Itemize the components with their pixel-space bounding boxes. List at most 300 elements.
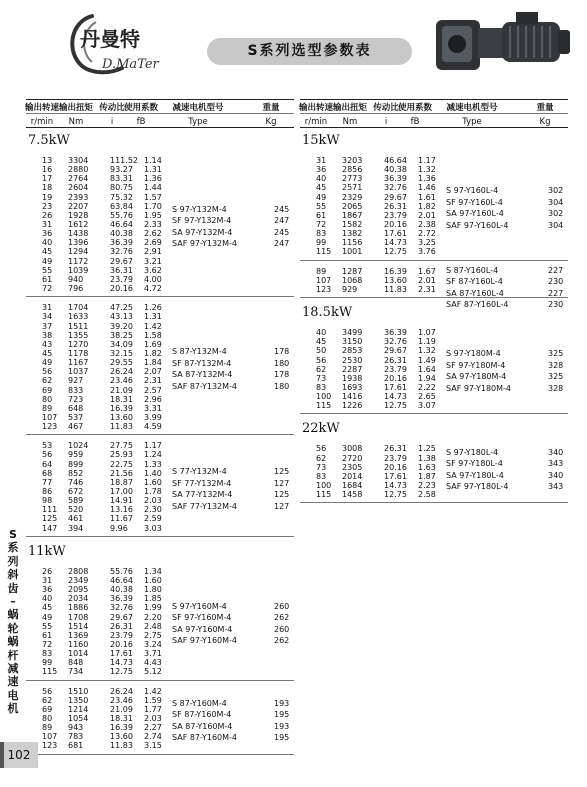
motor-type-row [26, 621, 294, 636]
ratio-cell: 20.16 [384, 462, 407, 472]
torque-cell: 1514 [68, 621, 89, 631]
service-factor-cell: 1.26 [144, 303, 162, 313]
service-factor-cell: 3.15 [144, 741, 162, 751]
service-factor-cell: 2.91 [144, 247, 162, 257]
torque-cell: 1156 [342, 238, 363, 248]
torque-cell: 1350 [68, 695, 89, 705]
header-label: 输出转速 [298, 103, 333, 113]
weight-cell: 328 [548, 383, 564, 393]
service-factor-cell: 1.17 [418, 156, 436, 165]
service-factor-cell: 4.43 [144, 658, 162, 668]
service-factor-cell: 1.49 [418, 355, 436, 365]
service-factor-cell: 3.76 [418, 247, 436, 257]
motor-type: SA 87-Y160L-4 [446, 288, 504, 298]
table-row [26, 303, 294, 312]
service-factor-cell: 1.77 [144, 704, 162, 714]
table-row [300, 247, 568, 256]
speed-cell: 43 [42, 339, 53, 349]
ratio-cell: 39.20 [110, 321, 133, 331]
motor-type-list [26, 346, 294, 392]
ratio-cell: 14.91 [110, 496, 133, 506]
torque-cell: 2287 [342, 364, 363, 374]
motor-type: S 97-Y180M-4 [446, 349, 501, 359]
ratio-cell: 111.52 [110, 156, 138, 165]
ratio-cell: 83.31 [110, 174, 133, 184]
service-factor-cell: 1.24 [144, 450, 162, 460]
table-row [26, 193, 294, 202]
speed-cell: 40 [42, 594, 53, 604]
ratio-cell: 23.79 [110, 630, 133, 640]
ratio-cell: 16.39 [110, 723, 133, 733]
torque-cell: 1172 [68, 256, 89, 266]
motor-type-row [26, 346, 294, 358]
ratio-cell: 23.79 [384, 453, 407, 463]
table-row [26, 395, 294, 404]
header-unit: Type [188, 117, 208, 127]
service-factor-cell: 2.75 [144, 630, 162, 640]
service-factor-cell: 3.99 [144, 412, 162, 422]
torque-cell: 1355 [68, 330, 89, 340]
ratio-cell: 21.09 [110, 704, 133, 714]
speed-cell: 89 [42, 403, 53, 413]
table-row [300, 174, 568, 183]
torque-cell: 2764 [68, 174, 89, 184]
divider [300, 260, 568, 261]
torque-cell: 3203 [342, 156, 363, 165]
speed-cell: 56 [316, 444, 327, 454]
service-factor-cell: 3.31 [144, 403, 162, 413]
motor-type: SA 97-Y160M-4 [172, 624, 233, 634]
torque-cell: 3304 [68, 156, 89, 165]
torque-cell: 899 [68, 459, 84, 469]
motor-type: SAF 97-Y180M-4 [446, 383, 511, 393]
torque-cell: 929 [342, 284, 358, 294]
torque-cell: 1024 [68, 441, 89, 451]
torque-cell: 1438 [68, 229, 89, 239]
weight-cell: 328 [548, 360, 564, 370]
speed-cell: 83 [316, 471, 327, 481]
service-factor-cell: 1.99 [144, 603, 162, 613]
torque-cell: 2856 [342, 165, 363, 175]
ratio-cell: 29.67 [384, 346, 407, 356]
motor-type-row [26, 238, 294, 250]
service-factor-cell: 1.33 [144, 459, 162, 469]
motor-type-row [300, 197, 568, 209]
ratio-cell: 17.61 [384, 382, 407, 392]
motor-type-row [300, 208, 568, 220]
weight-cell: 340 [548, 447, 564, 457]
torque-cell: 1693 [342, 382, 363, 392]
table-row [26, 450, 294, 459]
table-row [300, 401, 568, 410]
ratio-cell: 29.67 [110, 612, 133, 622]
header-unit: Kg [265, 117, 277, 127]
service-factor-cell: 1.17 [144, 441, 162, 451]
torque-cell: 1684 [342, 481, 363, 490]
speed-cell: 62 [316, 453, 327, 463]
service-factor-cell: 2.23 [418, 481, 436, 490]
table-row [26, 514, 294, 523]
weight-cell: 127 [274, 478, 290, 488]
speed-cell: 68 [42, 468, 53, 478]
motor-type-row [300, 470, 568, 482]
ratio-cell: 12.75 [384, 401, 407, 411]
speed-cell: 61 [42, 274, 53, 284]
speed-cell: 111 [42, 505, 58, 515]
weight-cell: 193 [274, 721, 290, 731]
weight-cell: 125 [274, 467, 290, 477]
motor-type: SAF 87-Y160L-4 [446, 300, 509, 310]
service-factor-cell: 2.30 [144, 505, 162, 515]
motor-type: SF 77-Y132M-4 [172, 478, 232, 488]
speed-cell: 50 [316, 346, 327, 356]
header-unit: i [384, 117, 388, 127]
header-unit: i [110, 117, 114, 127]
motor-type: SAF 97-Y160M-4 [172, 636, 237, 646]
motor-type-row [300, 447, 568, 459]
weight-cell: 230 [548, 300, 564, 310]
service-factor-cell: 2.01 [418, 275, 436, 285]
divider [26, 127, 294, 128]
weight-cell: 227 [548, 288, 564, 298]
header-label: 输出扭矩 [58, 103, 93, 113]
torque-cell: 2305 [342, 462, 363, 472]
speed-cell: 45 [42, 603, 53, 613]
speed-cell: 56 [316, 355, 327, 365]
motor-type-row [26, 381, 294, 393]
motor-type: S 87-Y160M-4 [172, 698, 227, 708]
torque-cell: 746 [68, 477, 84, 487]
ratio-cell: 40.38 [110, 229, 133, 239]
service-factor-cell: 1.64 [418, 364, 436, 374]
motor-type-list [300, 348, 568, 394]
sidebar-char: 减 [7, 662, 19, 676]
service-factor-cell: 4.59 [144, 422, 162, 432]
motor-type: SF 97-Y160L-4 [446, 197, 503, 207]
service-factor-cell: 1.87 [418, 471, 436, 481]
divider [300, 297, 568, 298]
header-label: 重量 [536, 103, 554, 113]
table-row [26, 687, 294, 696]
table-row [26, 422, 294, 431]
speed-cell: 61 [316, 210, 327, 220]
header-label: 减速电机型号 [446, 103, 498, 113]
motor-type: SAF 97-Y132M-4 [172, 239, 237, 249]
torque-cell: 848 [68, 658, 84, 668]
service-factor-cell: 2.57 [144, 385, 162, 395]
service-factor-cell: 2.27 [144, 723, 162, 733]
motor-type: S 77-Y132M-4 [172, 467, 227, 477]
service-factor-cell: 1.82 [418, 201, 436, 211]
motor-type-row [300, 348, 568, 360]
table-row [26, 156, 294, 165]
motor-type-row [300, 220, 568, 232]
torque-cell: 520 [68, 505, 84, 515]
motor-type: SA 97-Y180M-4 [446, 372, 507, 382]
header-unit: Kg [539, 117, 551, 127]
divider [26, 536, 294, 537]
ratio-cell: 12.75 [110, 667, 133, 677]
speed-cell: 86 [42, 487, 53, 497]
torque-cell: 1014 [68, 649, 89, 659]
ratio-cell: 80.75 [110, 183, 133, 193]
speed-cell: 89 [42, 723, 53, 733]
ratio-cell: 14.73 [384, 481, 407, 490]
weight-cell: 227 [548, 265, 564, 275]
ratio-cell: 18.31 [110, 394, 133, 404]
service-factor-cell: 1.38 [418, 453, 436, 463]
service-factor-cell: 2.31 [144, 376, 162, 386]
speed-cell: 45 [316, 183, 327, 193]
speed-cell: 23 [42, 201, 53, 211]
torque-cell: 648 [68, 403, 84, 413]
header-unit: fB [136, 117, 146, 127]
sidebar-char: 机 [7, 702, 19, 716]
service-factor-cell: 2.48 [144, 621, 162, 631]
speed-cell: 36 [316, 165, 327, 175]
torque-cell: 2065 [342, 201, 363, 211]
motor-type: S 97-Y132M-4 [172, 204, 227, 214]
weight-cell: 262 [274, 613, 290, 623]
service-factor-cell: 1.32 [418, 165, 436, 175]
divider [26, 754, 294, 755]
ratio-cell: 18.87 [110, 477, 133, 487]
torque-cell: 2393 [68, 192, 89, 202]
motor-type-row [300, 265, 568, 277]
weight-cell: 247 [274, 239, 290, 249]
speed-cell: 53 [42, 441, 53, 451]
speed-cell: 40 [42, 238, 53, 248]
speed-cell: 123 [42, 741, 58, 751]
service-factor-cell: 3.03 [144, 523, 162, 533]
speed-cell: 18 [42, 183, 53, 193]
motor-type-list [26, 466, 294, 515]
torque-cell: 2207 [68, 201, 89, 211]
table-row [26, 174, 294, 183]
service-factor-cell: 1.14 [144, 156, 162, 165]
motor-type: SF 97-Y180L-4 [446, 459, 503, 469]
page-number: 102 [0, 742, 38, 768]
ratio-cell: 20.16 [384, 219, 407, 229]
weight-cell: 180 [274, 358, 290, 368]
ratio-cell: 23.79 [110, 274, 133, 284]
speed-cell: 37 [42, 321, 53, 331]
service-factor-cell: 1.84 [144, 358, 162, 368]
ratio-cell: 32.76 [384, 183, 407, 193]
speed-cell: 56 [42, 450, 53, 460]
ratio-cell: 40.38 [384, 165, 407, 175]
speed-cell: 56 [42, 367, 53, 377]
ratio-cell: 11.83 [110, 422, 133, 432]
table-row [26, 585, 294, 594]
speed-cell: 34 [42, 312, 53, 322]
torque-cell: 2604 [68, 183, 89, 193]
speed-cell: 72 [42, 283, 53, 293]
torque-cell: 1039 [68, 265, 89, 275]
torque-cell: 1369 [68, 630, 89, 640]
section-title: 15kW [302, 133, 340, 148]
ratio-cell: 55.76 [110, 566, 133, 576]
service-factor-cell: 2.03 [144, 714, 162, 724]
torque-cell: 1458 [342, 490, 363, 500]
motor-type-row [26, 215, 294, 227]
section-title: 18.5kW [302, 305, 353, 321]
sidebar-title [6, 528, 20, 716]
ratio-cell: 46.64 [384, 156, 407, 165]
speed-cell: 31 [316, 156, 327, 165]
ratio-cell: 14.73 [110, 658, 133, 668]
weight-cell: 195 [274, 733, 290, 743]
speed-cell: 77 [42, 477, 53, 487]
torque-cell: 833 [68, 385, 84, 395]
torque-cell: 943 [68, 723, 84, 733]
torque-cell: 852 [68, 468, 84, 478]
service-factor-cell: 2.33 [144, 219, 162, 229]
table-row [26, 266, 294, 275]
torque-cell: 3150 [342, 337, 363, 347]
torque-cell: 1511 [68, 321, 89, 331]
torque-cell: 2095 [68, 585, 89, 595]
torque-cell: 589 [68, 496, 84, 506]
torque-cell: 1037 [68, 367, 89, 377]
table-row [26, 257, 294, 266]
torque-cell: 2720 [342, 453, 363, 463]
torque-cell: 2571 [342, 183, 363, 193]
service-factor-cell: 1.78 [144, 487, 162, 497]
ratio-cell: 12.75 [384, 247, 407, 257]
motor-type-row [26, 635, 294, 647]
motor-type-list [26, 695, 294, 744]
motor-type: S 87-Y160L-4 [446, 265, 499, 275]
ratio-cell: 14.73 [384, 392, 407, 402]
table-row [26, 284, 294, 293]
weight-cell: 262 [274, 636, 290, 646]
ratio-cell: 36.39 [384, 328, 407, 338]
service-factor-cell: 1.69 [144, 339, 162, 349]
torque-cell: 2773 [342, 174, 363, 184]
ratio-cell: 11.67 [110, 514, 133, 524]
table-row [300, 165, 568, 174]
ratio-cell: 13.60 [110, 412, 133, 422]
weight-cell: 178 [274, 347, 290, 357]
speed-cell: 31 [42, 303, 53, 313]
ratio-cell: 29.67 [110, 256, 133, 266]
service-factor-cell: 2.72 [418, 229, 436, 239]
divider [300, 99, 568, 100]
brand-logo [62, 8, 192, 80]
header-unit: r/min [30, 117, 54, 127]
ratio-cell: 34.09 [110, 339, 133, 349]
divider [300, 502, 568, 503]
motor-type-row [26, 501, 294, 513]
ratio-cell: 27.75 [110, 441, 133, 451]
service-factor-cell: 1.94 [418, 373, 436, 383]
weight-cell: 127 [274, 501, 290, 511]
ratio-cell: 16.39 [110, 403, 133, 413]
motor-type: SA 97-Y132M-4 [172, 227, 233, 237]
ratio-cell: 21.09 [110, 385, 133, 395]
ratio-cell: 32.15 [110, 348, 133, 358]
weight-cell: 325 [548, 349, 564, 359]
service-factor-cell: 1.07 [418, 328, 436, 338]
torque-cell: 2530 [342, 355, 363, 365]
speed-cell: 80 [42, 394, 53, 404]
speed-cell: 115 [42, 667, 58, 677]
service-factor-cell: 3.62 [144, 265, 162, 275]
weight-cell: 340 [548, 470, 564, 480]
service-factor-cell: 1.19 [418, 337, 436, 347]
motor-type-row [26, 612, 294, 624]
motor-type-row [26, 601, 294, 613]
service-factor-cell: 1.44 [144, 183, 162, 193]
ratio-cell: 13.16 [110, 505, 133, 515]
service-factor-cell: 3.71 [144, 649, 162, 659]
weight-cell: 180 [274, 381, 290, 391]
divider [26, 434, 294, 435]
speed-cell: 115 [316, 247, 332, 257]
motor-type: SF 97-Y132M-4 [172, 216, 232, 226]
speed-cell: 62 [42, 695, 53, 705]
sidebar-char: – [10, 595, 16, 609]
divider [26, 680, 294, 681]
speed-cell: 49 [42, 358, 53, 368]
speed-cell: 36 [42, 229, 53, 239]
header-label: 输出转速 [24, 103, 59, 113]
torque-cell: 1270 [68, 339, 89, 349]
table-row [26, 275, 294, 284]
speed-cell: 99 [42, 658, 53, 668]
service-factor-cell: 2.69 [144, 238, 162, 248]
motor-type: SAF 77-Y132M-4 [172, 501, 237, 511]
table-row [300, 337, 568, 346]
motor-type-list [26, 201, 294, 250]
service-factor-cell: 1.85 [144, 594, 162, 604]
torque-cell: 1294 [68, 247, 89, 257]
ratio-cell: 63.84 [110, 201, 133, 211]
torque-cell: 959 [68, 450, 84, 460]
ratio-cell: 23.79 [384, 210, 407, 220]
table-row [26, 576, 294, 585]
torque-cell: 1396 [68, 238, 89, 248]
sidebar-char: S [9, 528, 17, 541]
header-unit: Type [462, 117, 482, 127]
divider [300, 127, 568, 128]
torque-cell: 1708 [68, 612, 89, 622]
motor-type-row [300, 276, 568, 288]
ratio-cell: 26.31 [384, 444, 407, 454]
service-factor-cell: 1.67 [418, 266, 436, 276]
torque-cell: 2329 [342, 192, 363, 202]
service-factor-cell: 1.57 [144, 192, 162, 202]
table-row [26, 667, 294, 676]
ratio-cell: 22.75 [110, 459, 133, 469]
motor-type: SAF 97-Y180L-4 [446, 482, 509, 492]
table-row [26, 331, 294, 340]
page-title: S系列选型参数表 [207, 38, 412, 65]
service-factor-cell: 1.25 [418, 444, 436, 454]
torque-cell: 672 [68, 487, 84, 497]
ratio-cell: 29.55 [110, 358, 133, 368]
table-row [26, 312, 294, 321]
torque-cell: 1928 [68, 210, 89, 220]
ratio-cell: 32.76 [110, 603, 133, 613]
ratio-cell: 23.46 [110, 376, 133, 386]
header-unit: r/min [304, 117, 328, 127]
speed-cell: 26 [42, 210, 53, 220]
ratio-cell: 18.31 [110, 714, 133, 724]
weight-cell: 304 [548, 197, 564, 207]
service-factor-cell: 1.32 [418, 346, 436, 356]
